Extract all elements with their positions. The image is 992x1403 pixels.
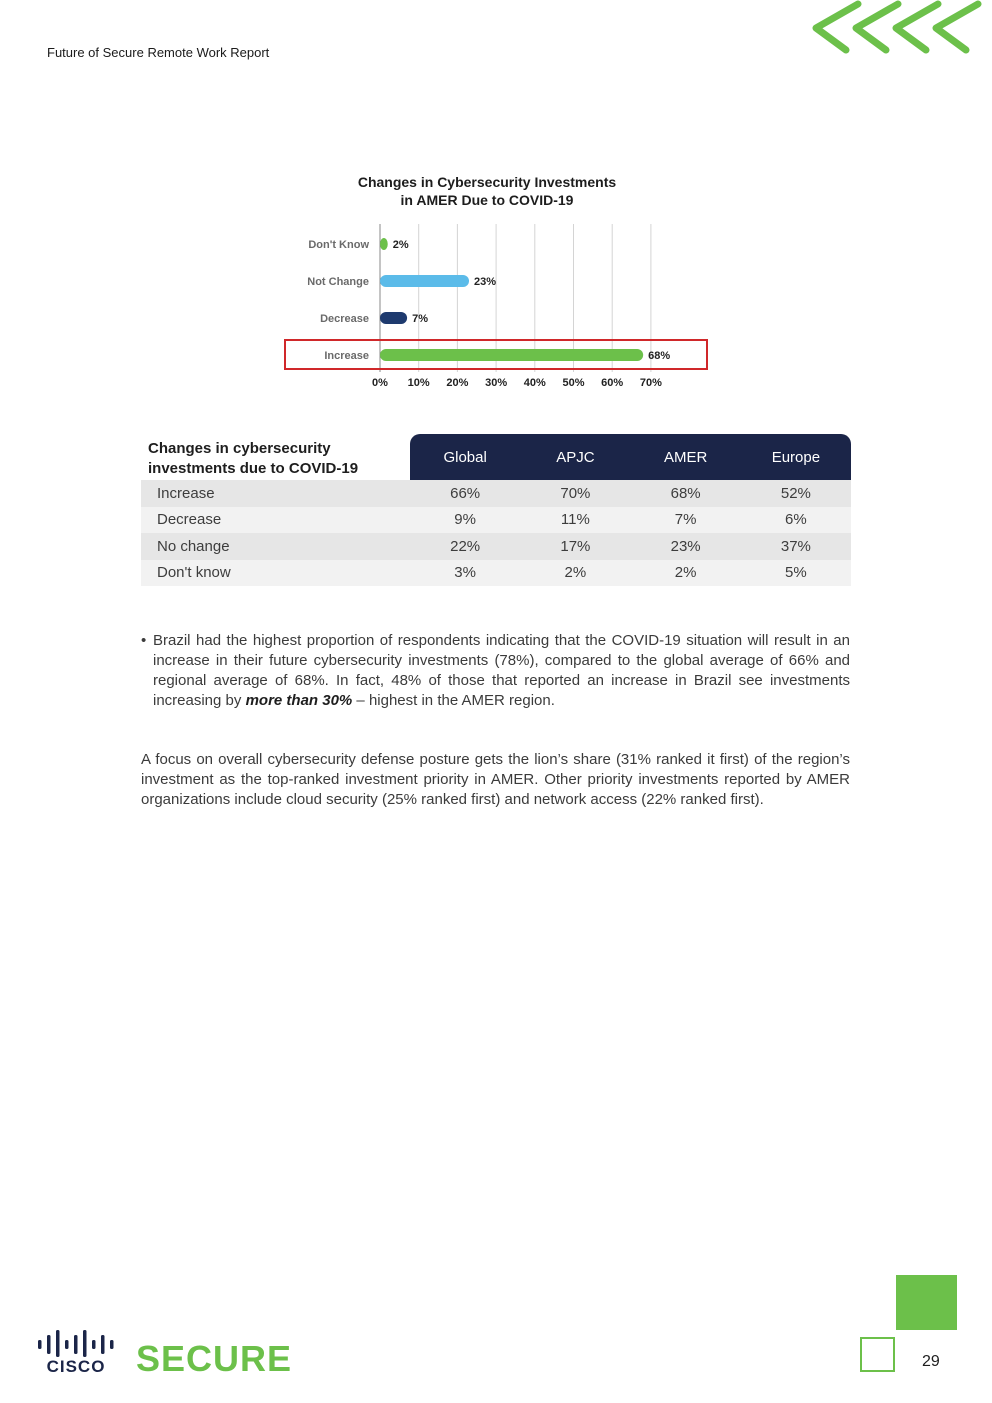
chart-category-label: Increase [324,350,369,362]
cell-value: 3% [454,564,476,582]
table-row [141,560,851,587]
chart-tick-label: 20% [446,377,469,389]
cell-value: 11% [560,511,590,529]
row-label: No change [157,537,230,555]
bullet-text [153,631,850,711]
investment-table [141,434,851,586]
green-square-decoration [896,1275,957,1330]
investment-chart [0,0,992,410]
row-label: Increase [157,484,215,502]
table-header [141,434,851,480]
cell-value: 70% [560,484,591,502]
chart-bar [380,312,407,324]
report-title: Future of Secure Remote Work Report [47,45,270,60]
cell-value: 22% [450,537,481,555]
row-label: Don't know [157,564,231,582]
chart-category-label: Not Change [307,276,369,288]
cell-value: 7% [674,511,697,529]
cell-value: 17% [560,537,591,555]
page-number: 29 [922,1353,940,1370]
outline-square-decoration [860,1337,895,1372]
brazil-bullet [141,631,850,711]
chart-title-line2: in AMER Due to COVID-19 [400,192,574,208]
chart-value-label: 68% [648,350,671,362]
bullet-text-after: – highest in the AMER region. [352,692,555,709]
row-label: Decrease [157,511,222,529]
chart-tick-label: 70% [639,377,662,389]
bullet-text-before: Brazil had the highest proportion of respondents indicating that the COVID-19 situation will result in an increase in their future cybersecurity investments (78%), compared to the global average of 66% and regional average of 68%. In fact, 48% of those that reported an increase in Brazil see investments increasing by [153,632,850,709]
secure-wordmark: SECURE [136,1338,293,1376]
table-row [141,480,851,507]
chart-value-label: 7% [412,313,428,325]
cisco-wordmark: CISCO [46,1357,106,1376]
table-row [141,533,851,560]
chart-tick-label: 40% [523,377,546,389]
column-header-amer: AMER [663,448,708,466]
bullet-marker: • [141,632,147,649]
cell-value: 37% [780,537,811,555]
priority-paragraph: A focus on overall cybersecurity defense posture gets the lion’s share (31% ranked it first) of the region’s investment as the top-ranked investment priority in AMER. Other priority investments reported by AMER organizations include cloud security (25% ranked first) and network access (22% ranked first). [141,751,850,808]
cisco-bars-icon [38,1330,114,1357]
cell-value: 68% [670,484,701,502]
column-header-europe: Europe [771,448,821,466]
chart-category-label: Decrease [320,313,369,325]
chart-category-label: Don't Know [308,239,369,251]
cell-value: 6% [785,511,807,529]
table-row [141,507,851,534]
chart-tick-label: 50% [562,377,585,389]
chart-bar [380,238,388,250]
table-caption: Changes in cybersecurity investments due to COVID-19 [148,440,359,477]
chart-value-label: 2% [392,239,409,251]
cell-value: 5% [785,564,807,582]
chart-value-label: 23% [474,276,497,288]
cell-value: 52% [780,484,811,502]
column-header-apjc: APJC [556,448,595,466]
chart-tick-label: 0% [372,377,388,389]
cell-value: 2% [564,564,587,582]
cell-value: 66% [450,484,481,502]
cisco-secure-logo [36,1326,296,1376]
column-header-global: Global [443,448,487,466]
chart-bar [380,275,469,287]
cell-value: 9% [454,511,476,529]
cell-value: 23% [670,537,701,555]
chart-title-line1: Changes in Cybersecurity Investments [357,174,617,190]
cell-value: 2% [674,564,697,582]
increase-highlight-box [284,339,708,370]
bullet-emphasis: more than 30% [245,692,353,709]
chart-tick-label: 60% [601,377,624,389]
table-column-headers [410,434,851,480]
chart-tick-label: 10% [407,377,430,389]
chart-tick-label: 30% [485,377,508,389]
